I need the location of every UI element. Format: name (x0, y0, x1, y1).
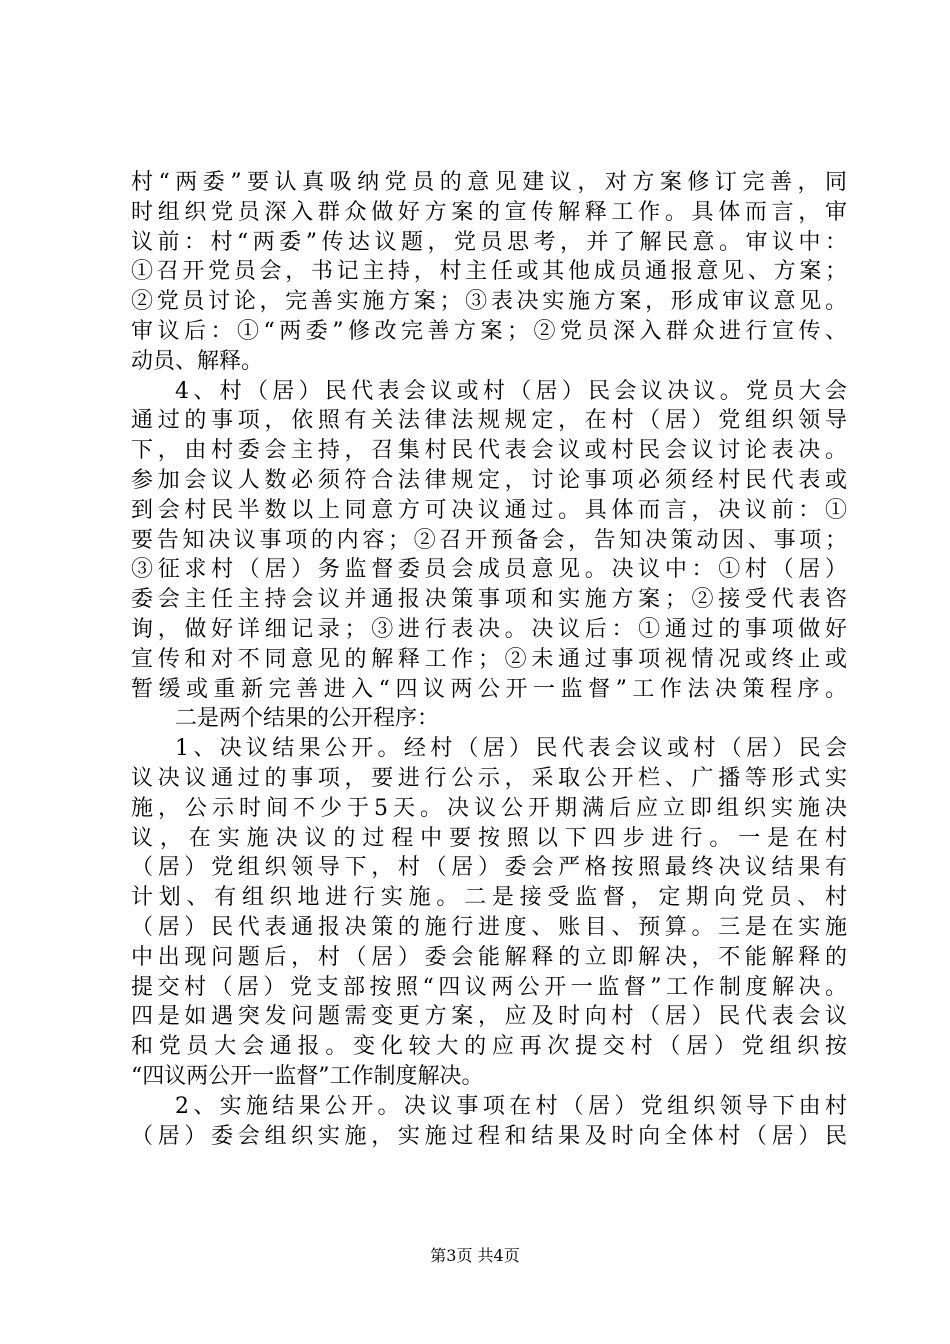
text-line: ③征求村（居）务监督委员会成员意见。决议中：①村（居） (131, 557, 847, 583)
text-line: 议前：村“两委”传达议题，党员思考，并了解民意。审议中： (131, 229, 847, 255)
text-line: 通过的事项，依照有关法律法规规定，在村（居）党组织领导 (131, 408, 847, 434)
text-line: （居）委会组织实施，实施过程和结果及时向全体村（居）民 (131, 1123, 847, 1149)
text-line: 参加会议人数必须符合法律规定，讨论事项必须经村民代表或 (131, 467, 847, 493)
text-line: 村“两委”要认真吸纳党员的意见建议，对方案修订完善，同 (131, 170, 847, 195)
text-line: 宣传和对不同意见的解释工作；②未通过事项视情况或终止或 (131, 646, 847, 672)
text-line: 时组织党员深入群众做好方案的宣传解释工作。具体而言，审 (131, 199, 847, 225)
text-line: ①召开党员会，书记主持，村主任或其他成员通报意见、方案； (131, 259, 847, 285)
text-line: 下，由村委会主持，召集村民代表会议或村民会议讨论表决。 (131, 438, 847, 464)
text-line: （居）党组织领导下，村（居）委会严格按照最终决议结果有 (131, 855, 847, 881)
text-line: 二是两个结果的公开程序： (175, 706, 440, 732)
text-line: 议决议通过的事项，要进行公示，采取公开栏、广播等形式实 (131, 765, 847, 791)
text-line: 到会村民半数以上同意方可决议通过。具体而言，决议前：① (131, 497, 847, 523)
text-line: 计划、有组织地进行实施。二是接受监督，定期向党员、村 (131, 885, 847, 911)
text-line: 暂缓或重新完善进入“四议两公开一监督”工作法决策程序。 (131, 676, 847, 702)
text-line: 1、决议结果公开。经村（居）民代表会议或村（居）民会 (175, 736, 847, 762)
text-line: 审议后：①“两委”修改完善方案；②党员深入群众进行宣传、 (131, 318, 847, 344)
text-line: 和党员大会通报。变化较大的应再次提交村（居）党组织按 (131, 1034, 847, 1060)
text-line: 中出现问题后，村（居）委会能解释的立即解决，不能解释的 (131, 944, 847, 970)
text-line: 要告知决议事项的内容；②召开预备会，告知决策动因、事项； (131, 527, 847, 553)
text-line: 2、实施结果公开。决议事项在村（居）党组织领导下由村 (175, 1093, 847, 1119)
text-line: 施，公示时间不少于5天。决议公开期满后应立即组织实施决 (131, 795, 847, 821)
text-line: （居）民代表通报决策的施行进度、账目、预算。三是在实施 (131, 914, 847, 940)
text-line: 四是如遇突发问题需变更方案，应及时向村（居）民代表会议 (131, 1004, 847, 1030)
page-footer: 第3页 共4页 (430, 1246, 520, 1265)
text-line: 动员、解释。 (131, 348, 264, 374)
document-body (131, 168, 847, 1151)
text-line: 议，在实施决议的过程中要按照以下四步进行。一是在村 (131, 825, 847, 851)
text-line: 询，做好详细记录；③进行表决。决议后：①通过的事项做好 (131, 616, 847, 642)
text-line: “四议两公开一监督”工作制度解决。 (131, 1063, 484, 1089)
text-line: 提交村（居）党支部按照“四议两公开一监督”工作制度解决。 (131, 974, 847, 1000)
text-line: 4、村（居）民代表会议或村（居）民会议决议。党员大会 (175, 378, 847, 404)
text-line: ②党员讨论，完善实施方案；③表决实施方案，形成审议意见。 (131, 289, 847, 315)
text-line: 委会主任主持会议并通报决策事项和实施方案；②接受代表咨 (131, 587, 847, 613)
